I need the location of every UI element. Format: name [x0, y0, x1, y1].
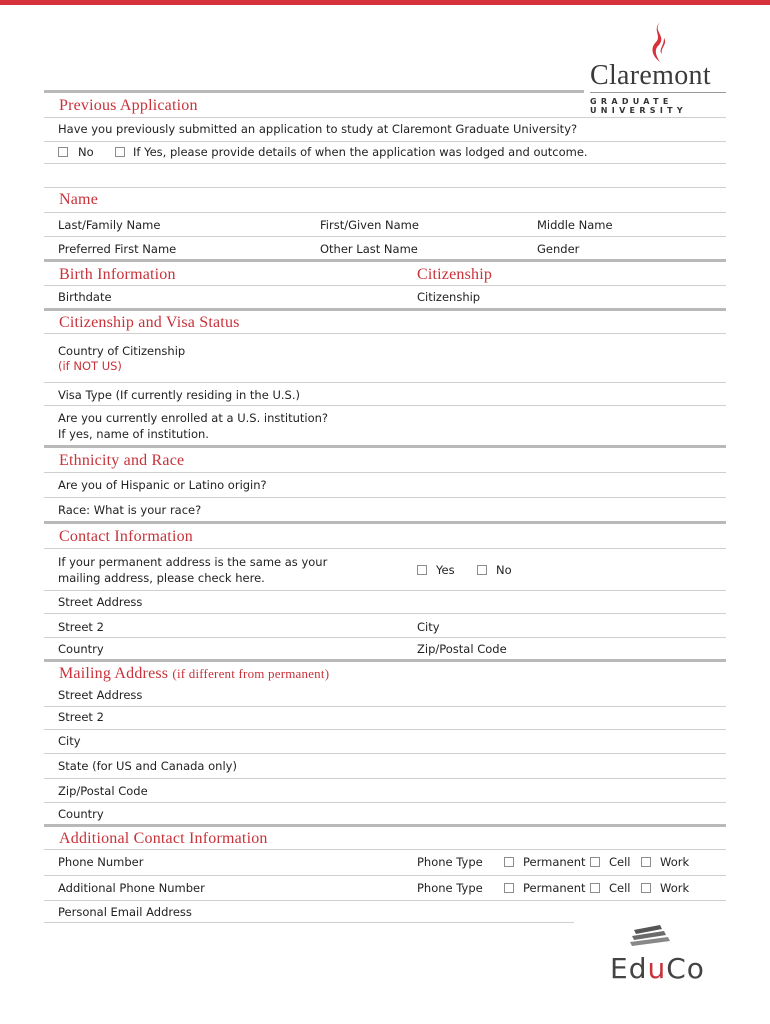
institution-name-field[interactable]: If yes, name of institution.: [58, 427, 209, 441]
country-of-citizenship-field[interactable]: Country of Citizenship: [58, 344, 186, 358]
same-address-no-checkbox[interactable]: [477, 565, 487, 575]
street-address-field[interactable]: Street Address: [58, 595, 143, 609]
divider: [44, 141, 726, 142]
same-address-question-line1: If your permanent address is the same as your: [58, 555, 328, 569]
citizenship-field[interactable]: Citizenship: [417, 290, 481, 304]
additional-phone-cell-checkbox[interactable]: [590, 883, 600, 893]
phone-permanent-checkbox[interactable]: [504, 857, 514, 867]
divider: [44, 212, 726, 213]
divider: [44, 590, 726, 591]
mailing-street-2-field[interactable]: Street 2: [58, 710, 104, 724]
section-title-name: Name: [59, 191, 99, 208]
logo-subtitle: GRADUATE UNIVERSITY: [590, 97, 687, 115]
section-rule: [44, 259, 726, 262]
section-title-citizenship-visa: Citizenship and Visa Status: [59, 314, 240, 331]
section-title-previous-application: Previous Application: [59, 97, 198, 114]
section-rule: [44, 308, 726, 311]
section-rule: [44, 824, 726, 827]
logo-divider: [590, 92, 726, 93]
mailing-street-address-field[interactable]: Street Address: [58, 688, 143, 702]
section-title-ethnicity-race: Ethnicity and Race: [59, 452, 185, 469]
gender-field[interactable]: Gender: [537, 242, 580, 256]
previous-yes-checkbox[interactable]: [115, 147, 125, 157]
street-2-field[interactable]: Street 2: [58, 620, 104, 634]
mailing-city-field[interactable]: City: [58, 734, 81, 748]
divider: [44, 285, 726, 286]
phone-work-label: Work: [660, 855, 690, 869]
additional-phone-number-field[interactable]: Additional Phone Number: [58, 881, 205, 895]
country-field[interactable]: Country: [58, 642, 104, 656]
divider: [44, 706, 726, 707]
if-not-us-note: (if NOT US): [58, 359, 122, 373]
divider: [44, 729, 726, 730]
divider: [44, 548, 726, 549]
section-rule: [44, 445, 726, 448]
previous-yes-details-label: If Yes, please provide details of when the application was lodged and outcome.: [133, 145, 588, 159]
divider: [44, 382, 726, 383]
divider: [44, 802, 726, 803]
mailing-country-field[interactable]: Country: [58, 807, 104, 821]
city-field[interactable]: City: [417, 620, 440, 634]
additional-phone-cell-label: Cell: [609, 881, 631, 895]
mailing-address-subtitle: (if different from permanent): [172, 666, 330, 681]
middle-name-field[interactable]: Middle Name: [537, 218, 613, 232]
divider: [44, 333, 726, 334]
divider: [44, 117, 726, 118]
divider: [44, 875, 726, 876]
divider: [44, 778, 726, 779]
phone-work-checkbox[interactable]: [641, 857, 651, 867]
additional-phone-permanent-checkbox[interactable]: [504, 883, 514, 893]
divider: [44, 613, 726, 614]
stacked-bars-icon: [628, 924, 670, 950]
additional-phone-type-label: Phone Type: [417, 881, 483, 895]
divider: [44, 187, 726, 188]
logo-wordmark: Claremont: [590, 60, 711, 91]
additional-phone-work-checkbox[interactable]: [641, 883, 651, 893]
birthdate-field[interactable]: Birthdate: [58, 290, 112, 304]
section-title-contact-information: Contact Information: [59, 528, 193, 545]
divider: [44, 849, 726, 850]
phone-type-label: Phone Type: [417, 855, 483, 869]
mailing-state-field[interactable]: State (for US and Canada only): [58, 759, 237, 773]
additional-phone-work-label: Work: [660, 881, 690, 895]
zip-postal-code-field[interactable]: Zip/Postal Code: [417, 642, 507, 656]
divider: [44, 922, 574, 923]
previous-no-checkbox[interactable]: [58, 147, 68, 157]
phone-cell-checkbox[interactable]: [590, 857, 600, 867]
divider: [44, 163, 726, 164]
hispanic-origin-field[interactable]: Are you of Hispanic or Latino origin?: [58, 478, 267, 492]
phone-permanent-label: Permanent: [523, 855, 586, 869]
top-accent-bar: [0, 0, 770, 5]
section-title-birth-information: Birth Information: [59, 266, 176, 283]
section-title-mailing-address: Mailing Address (if different from permanent): [59, 665, 330, 682]
race-field[interactable]: Race: What is your race?: [58, 503, 202, 517]
section-title-citizenship: Citizenship: [417, 266, 493, 283]
section-rule: [44, 659, 726, 662]
visa-type-field[interactable]: Visa Type (If currently residing in the U.S.): [58, 388, 300, 402]
preferred-first-name-field[interactable]: Preferred First Name: [58, 242, 177, 256]
mailing-zip-field[interactable]: Zip/Postal Code: [58, 784, 148, 798]
divider: [44, 236, 726, 237]
other-last-name-field[interactable]: Other Last Name: [320, 242, 418, 256]
previous-application-question: Have you previously submitted an application to study at Claremont Graduate University?: [58, 122, 578, 136]
additional-phone-permanent-label: Permanent: [523, 881, 586, 895]
divider: [44, 637, 726, 638]
last-name-field[interactable]: Last/Family Name: [58, 218, 161, 232]
previous-no-label: No: [78, 145, 94, 159]
divider: [44, 472, 726, 473]
phone-number-field[interactable]: Phone Number: [58, 855, 144, 869]
section-title-additional-contact: Additional Contact Information: [59, 830, 268, 847]
enrolled-question: Are you currently enrolled at a U.S. institution?: [58, 411, 329, 425]
phone-cell-label: Cell: [609, 855, 631, 869]
same-address-question-line2: mailing address, please check here.: [58, 571, 265, 585]
divider: [44, 405, 726, 406]
section-rule: [44, 90, 584, 93]
same-address-no-label: No: [496, 563, 512, 577]
divider: [44, 900, 726, 901]
divider: [44, 753, 726, 754]
personal-email-field[interactable]: Personal Email Address: [58, 905, 192, 919]
first-name-field[interactable]: First/Given Name: [320, 218, 419, 232]
flame-icon: [648, 20, 672, 64]
same-address-yes-label: Yes: [436, 563, 455, 577]
divider: [44, 497, 726, 498]
educo-logo-wordmark: EduCo: [610, 952, 705, 985]
section-rule: [44, 521, 726, 524]
same-address-yes-checkbox[interactable]: [417, 565, 427, 575]
